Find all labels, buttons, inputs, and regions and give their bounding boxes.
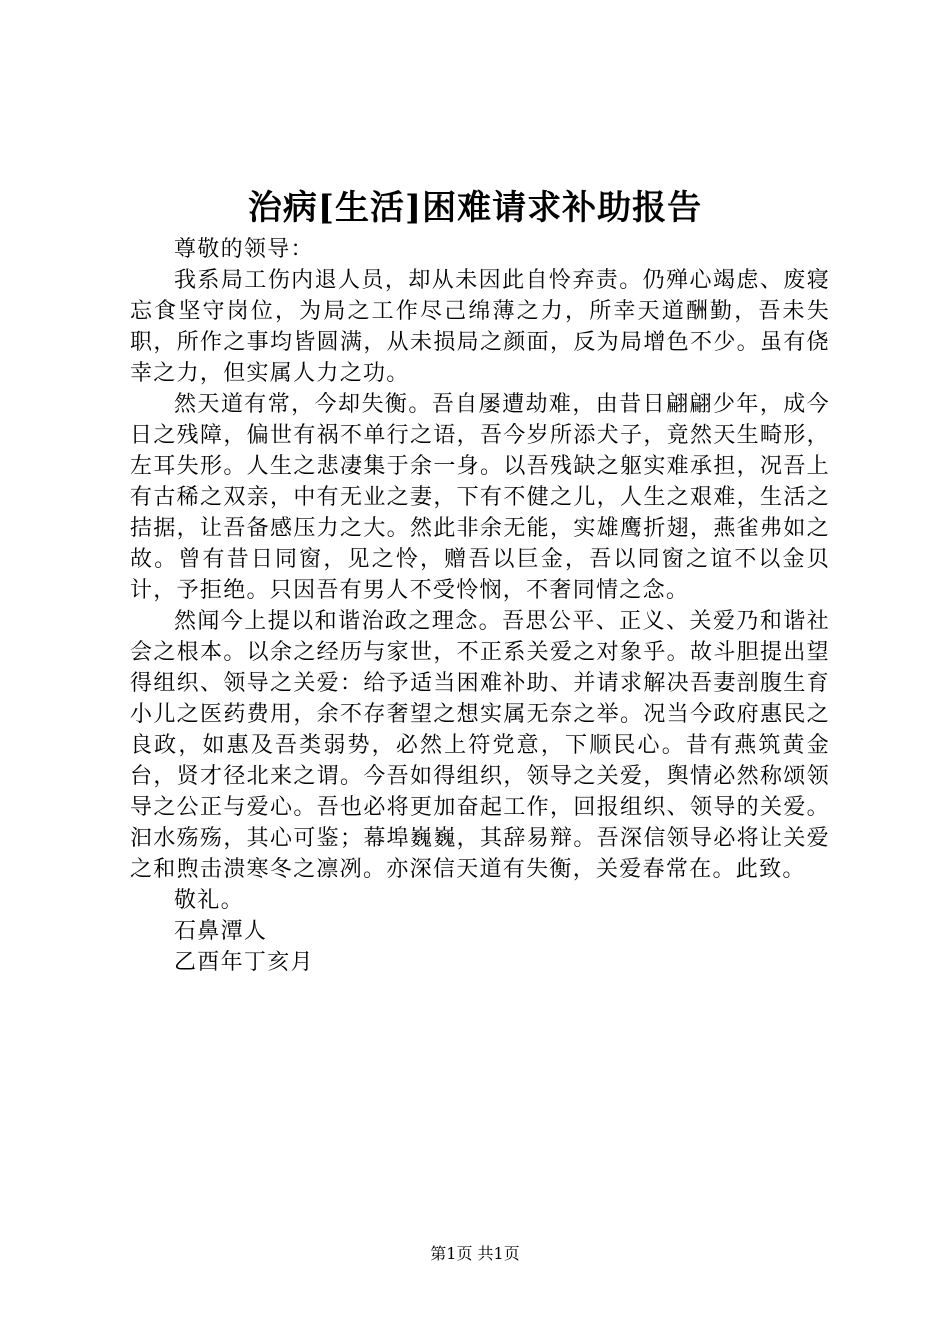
signature: 石鼻潭人 xyxy=(174,919,268,944)
paragraph-3: 然闻今上提以和谐治政之理念。吾思公平、正义、关爱乃和谐社会之根本。以余之经历与家世，不正系关爱之对象乎。故斗胆提出望得组织、领导之关爱：给予适当困难补助、并请求解决吾妻剖腹生育小儿之医药费用，余不存奢望之想实属无奈之举。况当今政府惠民之良政，如惠及吾类弱势，必然上符党意，下顺民心。昔有燕筑黄金台，贤才径北来之谓。今吾如得组织，领导之关爱，舆情必然称颂领导之公正与爱心。吾也必将更加奋起工作，回报组织、领导的关爱。汩水殇殇，其心可鉴；幕埠巍巍，其辞易辩。吾深信领导必将让关爱之和煦击溃寒冬之凛冽。亦深信天道有失衡，关爱春常在。此致。 xyxy=(130,609,830,882)
closing: 敬礼。 xyxy=(174,888,244,913)
date: 乙酉年丁亥月 xyxy=(174,950,314,975)
document-body xyxy=(130,234,830,978)
salutation: 尊敬的领导： xyxy=(174,237,314,262)
document-title: 治病[生活]困难请求补助报告 xyxy=(247,188,703,228)
paragraph-2: 然天道有常，今却失衡。吾自屡遭劫难，由昔日翩翩少年，成今日之残障，偏世有祸不单行之语，吾今岁所添犬子，竟然天生畸形，左耳失形。人生之悲凄集于余一身。以吾残缺之躯实难承担，况吾上有古稀之双亲，中有无业之妻，下有不健之儿，人生之艰难，生活之拮据，让吾备感压力之大。然此非余无能，实雄鹰折翅，燕雀弗如之故。曾有昔日同窗，见之怜，赠吾以巨金，吾以同窗之谊不以金贝计，予拒绝。只因吾有男人不受怜悯，不奢同情之念。 xyxy=(130,392,830,603)
paragraph-1: 我系局工伤内退人员，却从未因此自怜弃责。仍殚心竭虑、废寝忘食坚守岗位，为局之工作尽己绵薄之力，所幸天道酬勤，吾未失职，所作之事均皆圆满，从未损局之颜面，反为局增色不少。虽有侥幸之力，但实属人力之功。 xyxy=(130,268,830,386)
page-footer: 第1页 共1页 xyxy=(430,1244,520,1263)
